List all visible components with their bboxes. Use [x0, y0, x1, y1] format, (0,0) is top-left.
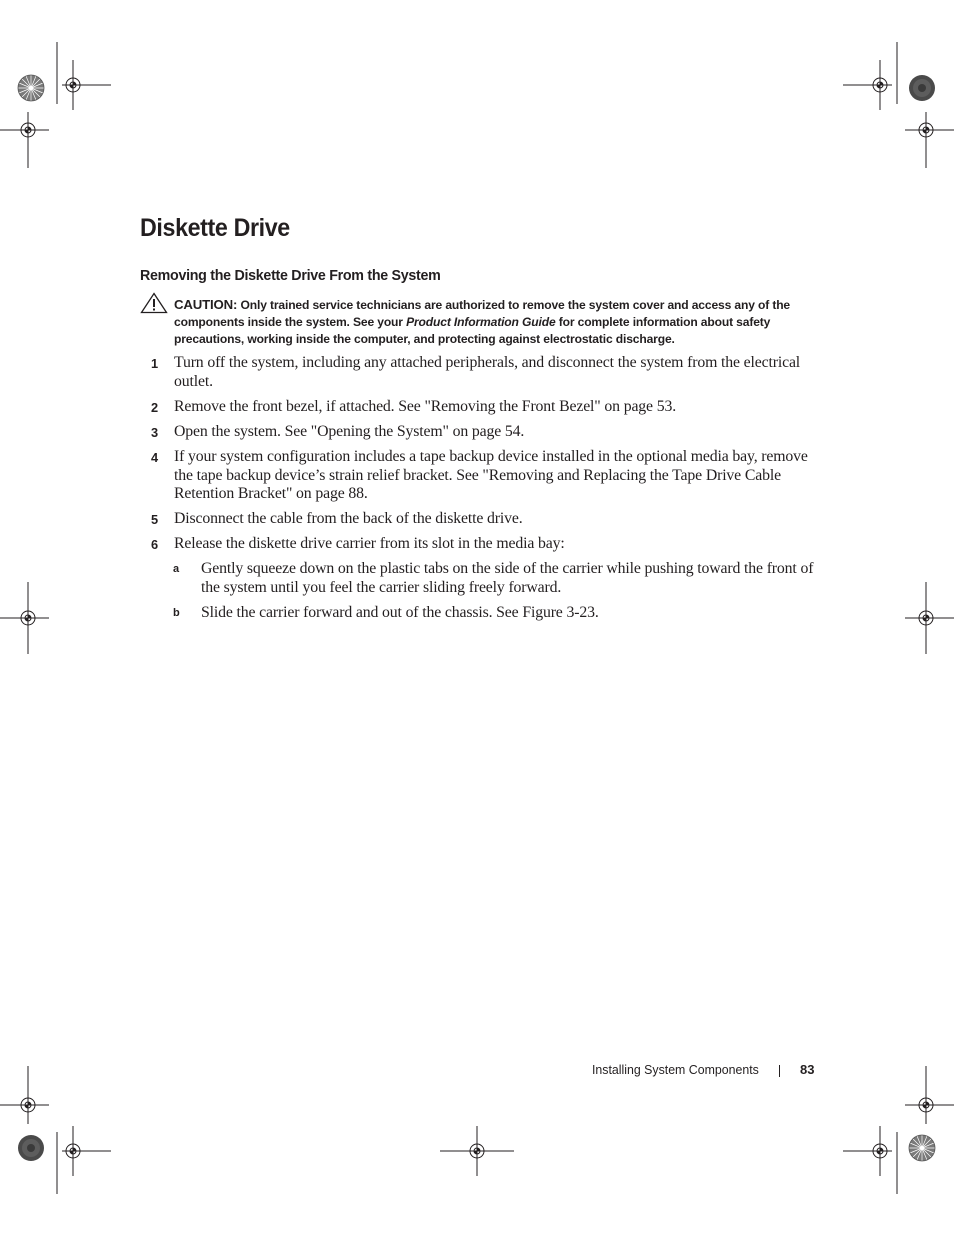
step-number: 3: [151, 425, 159, 440]
color-target-icon: [909, 1135, 935, 1161]
substep-text: Slide the carrier forward and out of the chassis. See Figure 3-23.: [201, 604, 599, 621]
step-text: Open the system. See "Opening the System" on page 54.: [174, 423, 525, 440]
page-number: 83: [800, 1062, 815, 1077]
step-text: Release the diskette drive carrier from its slot in the media bay:: [174, 535, 565, 552]
step-number: 6: [151, 537, 159, 552]
step-number: 2: [151, 400, 159, 415]
caution-body-end: for complete information about safety precautions, working inside the computer, and protecting against electrostatic discharge.: [174, 314, 771, 346]
footer-separator: [779, 1065, 780, 1077]
substep-text: Gently squeeze down on the plastic tabs on the side of the carrier while pushing toward the front of the system until you feel the carrier sliding freely forward.: [201, 560, 814, 596]
step-text: Turn off the system, including any attached peripherals, and disconnect the system from the electrical outlet.: [174, 354, 801, 390]
subsection-title: Removing the Diskette Drive From the System: [140, 267, 441, 284]
step-number: 4: [151, 450, 159, 465]
step-text: Disconnect the cable from the back of the diskette drive.: [174, 510, 523, 527]
step-number: 1: [151, 356, 159, 371]
step-text: If your system configuration includes a tape backup device installed in the optional media bay, remove the tape backup device’s strain relief bracket. See "Removing and Replacing the Tape Drive Cable Retention Bracket" on page 88.: [174, 448, 808, 502]
substep-letter: b: [173, 607, 180, 619]
caution-triangle-icon: [140, 292, 168, 314]
caution-text: [174, 297, 814, 347]
step-text: Remove the front bezel, if attached. See "Removing the Front Bezel" on page 53.: [174, 398, 677, 415]
substep-letter: a: [173, 563, 180, 575]
caution-body: Only trained service technicians are authorized to remove the system cover and access any of the components inside the system. See your: [174, 298, 791, 329]
footer-chapter-title: Installing System Components: [592, 1062, 759, 1077]
product-guide-reference: Product Information Guide: [406, 314, 556, 329]
color-target-icon: [909, 75, 935, 101]
caution-label: CAUTION:: [174, 297, 238, 312]
color-target-icon: [18, 75, 44, 101]
color-target-icon: [18, 1135, 44, 1161]
section-title: Diskette Drive: [140, 214, 290, 242]
step-number: 5: [151, 512, 159, 527]
